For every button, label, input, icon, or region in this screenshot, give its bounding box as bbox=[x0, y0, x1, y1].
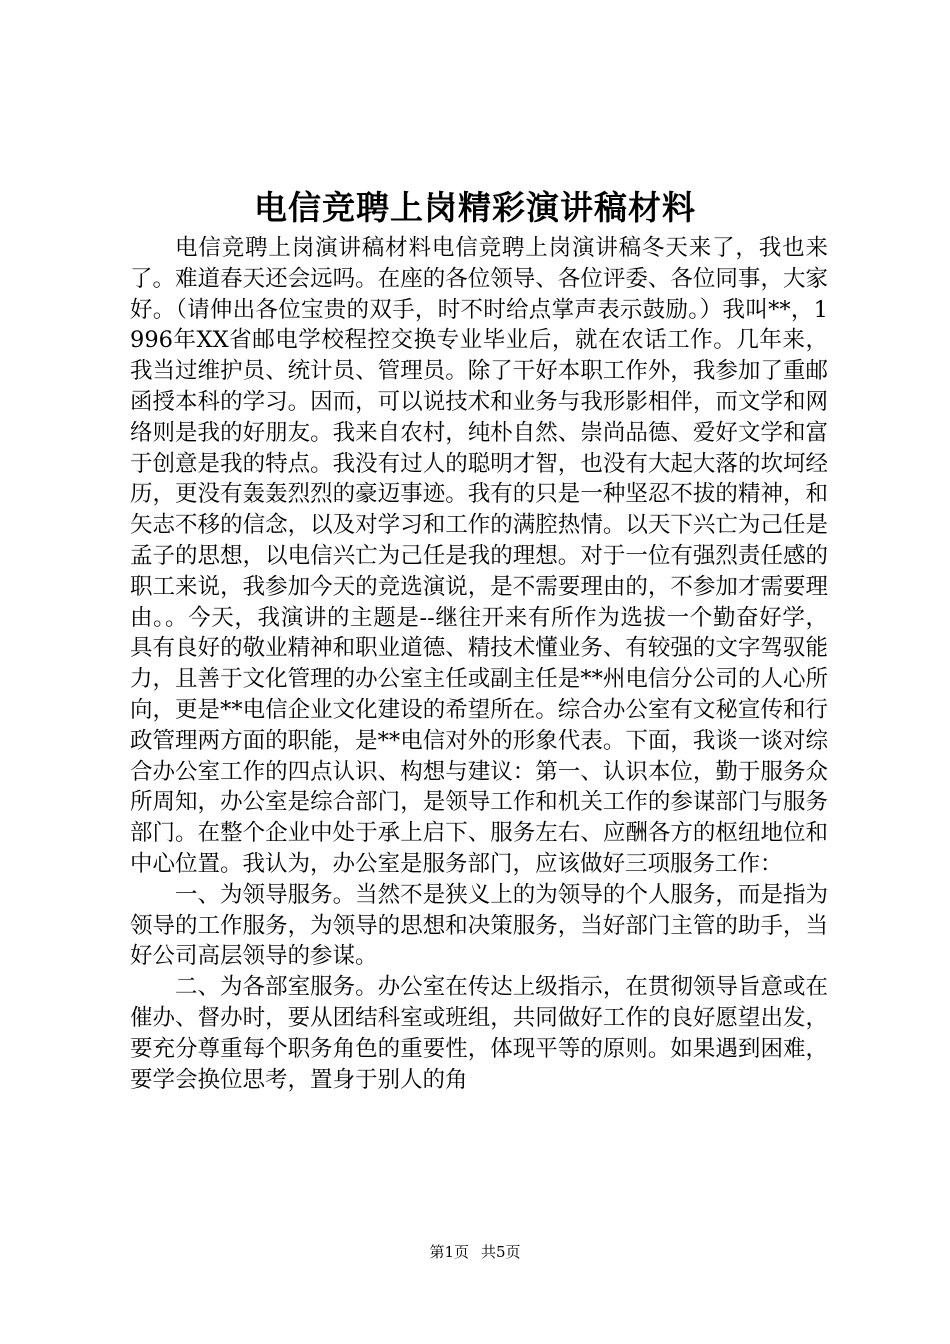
body-paragraph-3: 二、为各部室服务。办公室在传达上级指示，在贯彻领导旨意或在催办、督办时，要从团结科室或班组，共同做好工作的良好愿望出发，要充分尊重每个职务角色的重要性，体现平等的原则。如果遇到困难，要学会换位思考，置身于别人的角 bbox=[130, 974, 828, 1093]
page-number: 第1页 bbox=[429, 1243, 469, 1261]
body-paragraph-1: 电信竞聘上岗演讲稿材料电信竞聘上岗演讲稿冬天来了，我也来了。难道春天还会远吗。在座的各位领导、各位评委、各位同事，大家好。（请伸出各位宝贵的双手，时不时给点掌声表示鼓励。）我叫**，1996年XX省邮电学校程控交换专业毕业后，就在农话工作。几年来，我当过维护员、统计员、管理员。除了干好本职工作外，我参加了重邮函授本科的学习。因而，可以说技术和业务与我形影相伴，而文学和网络则是我的好朋友。我来自农村，纯朴自然、崇尚品德、爱好文学和富于创意是我的特点。我没有过人的聪明才智，也没有大起大落的坎坷经历，更没有轰轰烈烈的豪迈事迹。我有的只是一种坚忍不拔的精神，和矢志不移的信念，以及对学习和工作的满腔热情。以天下兴亡为己任是孟子的思想，以电信兴亡为己任是我的理想。对于一位有强烈责任感的职工来说，我参加今天的竞选演说，是不需要理由的，不参加才需要理由。。今天，我演讲的主题是--继往开来有所作为选拔一个勤奋好学，具有良好的敬业精神和职业道德、精技术懂业务、有较强的文字驾驭能力，且善于文化管理的办公室主任或副主任是**州电信分公司的人心所向，更是**电信企业文化建设的希望所在。综合办公室有文秘宣传和行政管理两方面的职能，是**电信对外的形象代表。下面，我谈一谈对综合办公室工作的四点认识、构想与建议：第一、认识本位，勤于服务众所周知，办公室是综合部门，是领导工作和机关工作的参谋部门与服务部门。在整个企业中处于承上启下、服务左右、应酬各方的枢纽地位和中心位置。我认为，办公室是服务部门，应该做好三项服务工作： bbox=[130, 235, 828, 877]
document-body bbox=[130, 233, 828, 1095]
total-pages: 共5页 bbox=[481, 1243, 521, 1261]
document-title: 电信竞聘上岗精彩演讲稿材料 bbox=[254, 188, 696, 227]
body-paragraph-2: 一、为领导服务。当然不是狭义上的为领导的个人服务，而是指为领导的工作服务，为领导的思想和决策服务，当好部门主管的助手，当好公司高层领导的参谋。 bbox=[130, 881, 828, 970]
page-footer bbox=[0, 1241, 950, 1263]
